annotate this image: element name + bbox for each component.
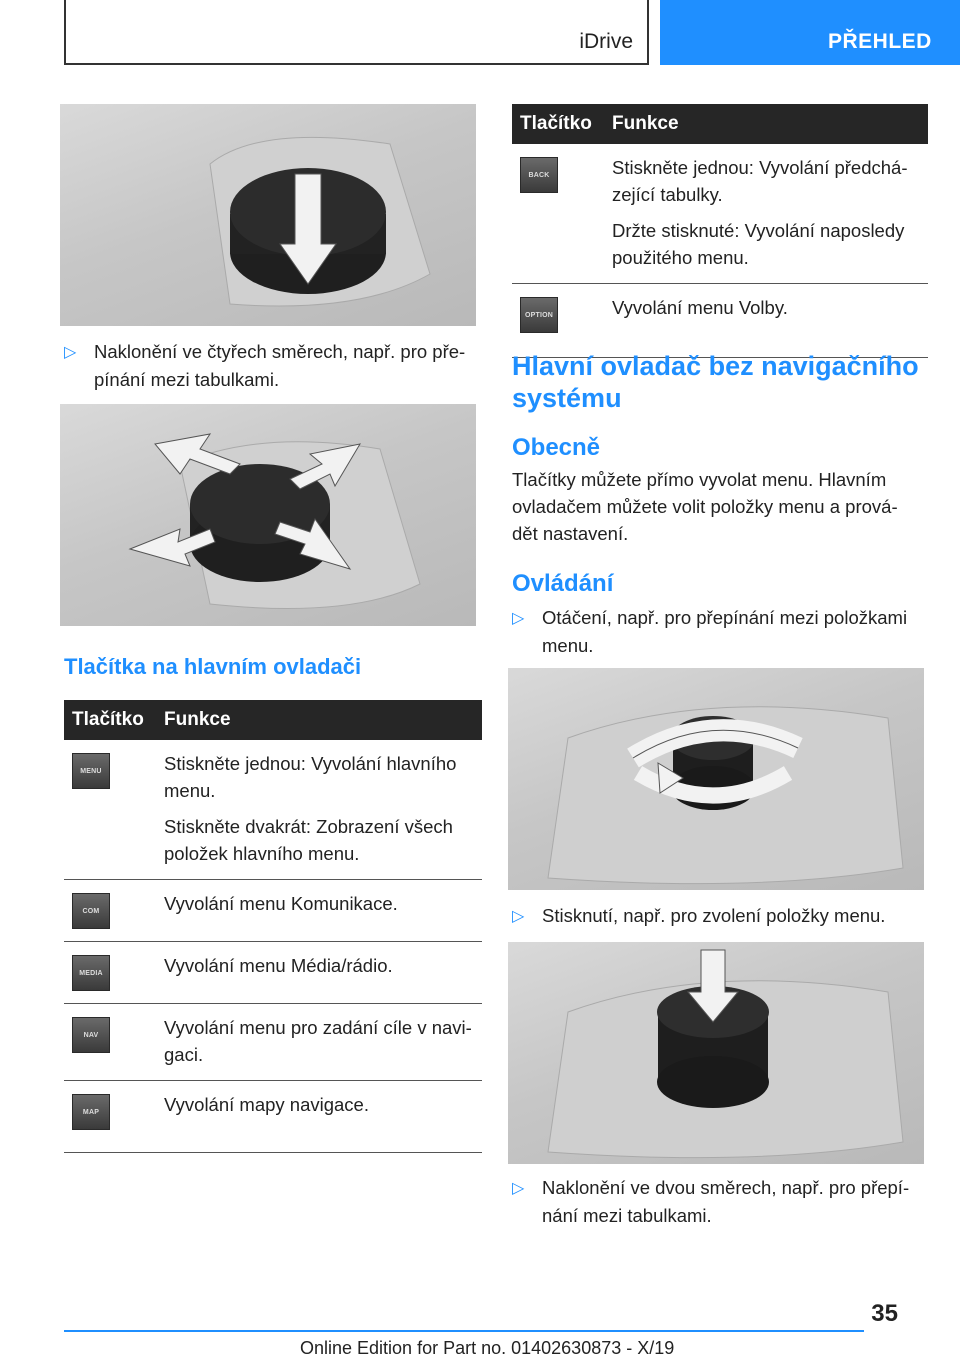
column-header-function: Funkce: [604, 104, 928, 144]
section-title: iDrive: [579, 30, 633, 53]
controller-tilt-arrows-photo: [60, 404, 476, 626]
map-button-icon: MAP: [72, 1094, 110, 1130]
back-button-icon: BACK: [520, 157, 558, 193]
bullet-triangle-icon: ▷: [512, 1180, 525, 1197]
subheading-operation: Ovládání: [512, 570, 614, 597]
column-header-button: Tlačítko: [64, 700, 156, 740]
subheading-general: Obecně: [512, 434, 601, 461]
general-paragraph: Tlačítky můžete přímo vyvolat menu. Hlavním ovladačem můžete volit položky menu a prová‐dět nastavení.: [512, 469, 898, 544]
bullet-triangle-icon: ▷: [512, 610, 525, 627]
table-row: BACK Stiskněte jednou: Vyvolání předchá‐zející tabulky. Držte stisknuté: Vyvolání naposledy použitého menu.: [512, 144, 928, 284]
media-button-icon: MEDIA: [72, 955, 110, 991]
header-box: [64, 0, 649, 65]
column-header-button: Tlačítko: [512, 104, 604, 144]
chapter-tab: [660, 0, 960, 65]
table-row: OPTION Vyvolání menu Volby.: [512, 284, 928, 358]
column-header-function: Funkce: [156, 700, 482, 740]
bullet-triangle-icon: ▷: [64, 344, 77, 361]
right-section-heading: Hlavní ovladač bez navigačního systému: [512, 351, 919, 413]
page-number: 35: [871, 1300, 898, 1327]
table-row: MEDIA Vyvolání menu Média/rádio.: [64, 942, 482, 1004]
chapter-tab-label: PŘEHLED: [828, 30, 932, 53]
footer-edition: Online Edition for Part no. 01402630873 - X/19: [300, 1338, 675, 1358]
table-row: MAP Vyvolání mapy navigace.: [64, 1081, 482, 1153]
left-buttons-table: [64, 700, 482, 1153]
controller-press-photo: [508, 942, 924, 1164]
table-row: NAV Vyvolání menu pro zadání cíle v navi‐gaci.: [64, 1004, 482, 1081]
nav-button-icon: NAV: [72, 1017, 110, 1053]
table-row: COM Vyvolání menu Komunikace.: [64, 880, 482, 942]
menu-button-icon: MENU: [72, 753, 110, 789]
bullet-press: ▷ Stisknutí, např. pro zvolení položky menu.: [512, 902, 926, 930]
bullet-tilt-four: ▷ Naklonění ve čtyřech směrech, např. pro pře‐pínání mezi tabulkami.: [64, 341, 466, 390]
controller-tilt-four-photo: [60, 104, 476, 326]
controller-rotate-photo: [508, 668, 924, 890]
bullet-tilt-two: ▷ Naklonění ve dvou směrech, např. pro přepí‐nání mezi tabulkami.: [512, 1177, 910, 1226]
bullet-rotate: ▷ Otáčení, např. pro přepínání mezi položkami menu.: [512, 607, 908, 656]
right-buttons-table: [512, 104, 928, 358]
table-row: MENU Stiskněte jednou: Vyvolání hlavního menu. Stiskněte dvakrát: Zobrazení všech položek hlavního menu.: [64, 740, 482, 880]
bullet-triangle-icon: ▷: [512, 908, 525, 925]
com-button-icon: COM: [72, 893, 110, 929]
option-button-icon: OPTION: [520, 297, 558, 333]
left-section-heading: Tlačítka na hlavním ovladači: [64, 654, 362, 679]
footer-rule: [64, 1330, 864, 1332]
